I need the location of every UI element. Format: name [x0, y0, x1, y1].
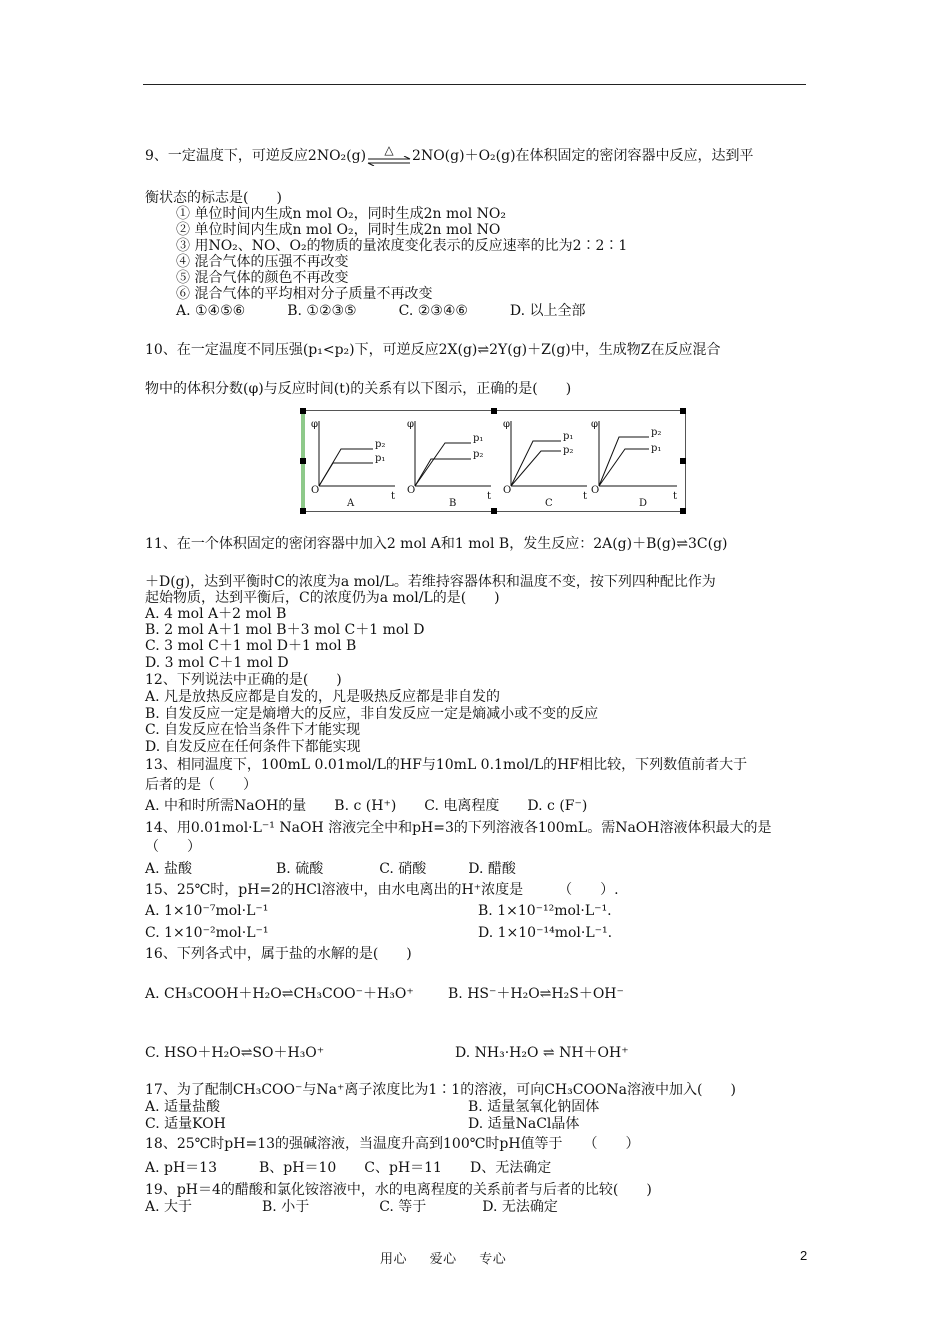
q9-item: ② 单位时间内生成n mol O₂，同时生成2n mol NO: [176, 222, 501, 238]
q9-item: ⑥ 混合气体的平均相对分子质量不再改变: [176, 286, 433, 302]
panel-b-label: B: [449, 498, 457, 509]
q17-option-c: C. 适量KOH: [145, 1116, 226, 1132]
q14-stem-cont: （ ）: [145, 839, 201, 855]
panel-a-bottom: p₁: [375, 453, 386, 464]
panel-d-label: D: [639, 498, 648, 509]
q9-stem-part: 2NO(g)＋O₂(g)在体积固定的密闭容器中反应，达到平: [412, 148, 754, 164]
panel-a-label: A: [347, 498, 355, 509]
q15-option-d: D. 1×10⁻¹⁴mol·L⁻¹.: [478, 925, 613, 941]
panel-d-bottom: p₁: [651, 443, 662, 454]
q11-stem-cont: 起始物质，达到平衡后，C的浓度仍为a mol/L的是( ): [145, 590, 500, 606]
panel-c-xlabel: t: [583, 491, 588, 502]
panel-b-origin: O: [407, 485, 416, 496]
q11-option: D. 3 mol C＋1 mol D: [145, 655, 289, 671]
q11-stem: 11、在一个体积固定的密闭容器中加入2 mol A和1 mol B，发生反应：2A(g)＋B(g)⇌3C(g): [145, 536, 728, 552]
q12-option: C. 自发反应在恰当条件下才能实现: [145, 722, 361, 738]
panel-a-ylabel: φ: [311, 419, 319, 430]
q14-stem: 14、用0.01mol·L⁻¹ NaOH 溶液完全中和pH=3的下列溶液各100mL。需NaOH溶液体积最大的是: [145, 820, 772, 836]
q16-option-a: A. CH₃COOH＋H₂O⇌CH₃COO⁻＋H₃O⁺: [145, 986, 414, 1002]
equilibrium-arrow-icon: [366, 143, 412, 164]
panel-c-origin: O: [503, 485, 512, 496]
q15-option-b: B. 1×10⁻¹²mol·L⁻¹.: [478, 903, 612, 919]
q12-stem: 12、下列说法中正确的是( ): [145, 672, 342, 688]
q19-options: A. 大于 B. 小于 C. 等于 D. 无法确定: [145, 1199, 558, 1215]
q12-option: D. 自发反应在任何条件下都能实现: [145, 739, 361, 755]
q10-figure: [302, 410, 686, 512]
q11-option: A. 4 mol A＋2 mol B: [145, 606, 287, 622]
q9-item: ③ 用NO₂、NO、O₂的物质的量浓度变化表示的反应速率的比为2∶2∶1: [176, 238, 628, 254]
panel-b-bottom: p₂: [473, 449, 484, 460]
q13-stem: 13、相同温度下，100mL 0.01mol/L的HF与10mL 0.1mol/L的HF相比较，下列数值前者大于: [145, 757, 748, 773]
q17-option-d: D. 适量NaCl晶体: [468, 1116, 580, 1132]
q9-stem-part: 9、一定温度下，可逆反应2NO₂(g): [145, 148, 367, 164]
q10-stem: 10、在一定温度不同压强(p₁<p₂)下，可逆反应2X(g)⇌2Y(g)＋Z(g)中，生成物Z在反应混合: [145, 342, 721, 358]
q12-option: A. 凡是放热反应都是自发的，凡是吸热反应都是非自发的: [145, 689, 501, 705]
q11-stem-cont: ＋D(g)，达到平衡时C的浓度为a mol/L。若维持容器体积和温度不变，按下列四种配比作为: [145, 574, 716, 590]
heat-label: △: [384, 143, 394, 157]
q16-option-c: C. HSO＋H₂O⇌SO＋H₃O⁺: [145, 1045, 325, 1061]
q9-stem: [145, 143, 754, 164]
q11-option: C. 3 mol C＋1 mol D＋1 mol B: [145, 638, 357, 654]
q15-option-a: A. 1×10⁻⁷mol·L⁻¹: [145, 903, 269, 919]
panel-b-xlabel: t: [487, 491, 492, 502]
panel-c-ylabel: φ: [503, 419, 511, 430]
q17-stem: 17、为了配制CH₃COO⁻与Na⁺离子浓度比为1∶1的溶液，可向CH₃COONa溶液中加入( ): [145, 1082, 736, 1098]
page-number: 2: [800, 1248, 808, 1263]
q18-options: A. pH＝13 B、pH＝10 C、pH＝11 D、无法确定: [145, 1160, 552, 1176]
q17-option-a: A. 适量盐酸: [145, 1099, 221, 1115]
panel-d-top: p₂: [651, 427, 662, 438]
q13-stem-cont: 后者的是（ ）: [145, 777, 257, 793]
panel-a: [311, 419, 395, 509]
q13-options: A. 中和时所需NaOH的量 B. c (H⁺) C. 电离程度 D. c (F⁻): [145, 798, 588, 814]
panel-c-top: p₁: [563, 431, 574, 442]
panel-c-label: C: [545, 498, 553, 509]
q11-option: B. 2 mol A＋1 mol B＋3 mol C＋1 mol D: [145, 622, 425, 638]
q18-stem: 18、25℃时pH=13的强碱溶液，当温度升高到100℃时pH值等于 （ ）: [145, 1136, 640, 1152]
q9-stem-cont: 衡状态的标志是( ): [145, 190, 282, 206]
q15-option-c: C. 1×10⁻²mol·L⁻¹: [145, 925, 269, 941]
q12-option: B. 自发反应一定是熵增大的反应，非自发反应一定是熵减小或不变的反应: [145, 706, 599, 722]
q16-option-b: B. HS⁻＋H₂O⇌H₂S＋OH⁻: [448, 986, 624, 1002]
q9-item: ④ 混合气体的压强不再改变: [176, 254, 349, 270]
q9-options: A. ①④⑤⑥ B. ①②③⑤ C. ②③④⑥ D. 以上全部: [176, 303, 586, 319]
q15-stem: 15、25℃时，pH=2的HCl溶液中，由水电离出的H⁺浓度是 （ ）.: [145, 882, 619, 898]
panel-d: [591, 419, 677, 509]
panel-b-top: p₁: [473, 433, 484, 444]
header-rule: [143, 84, 806, 85]
q14-options: A. 盐酸 B. 硫酸 C. 硝酸 D. 醋酸: [145, 861, 516, 877]
q16-stem: 16、下列各式中，属于盐的水解的是( ): [145, 946, 412, 962]
panel-c: [503, 419, 587, 509]
q9-item: ① 单位时间内生成n mol O₂，同时生成2n mol NO₂: [176, 206, 506, 222]
footer-motto: 用心 爱心 专心: [380, 1252, 507, 1267]
panel-c-bottom: p₂: [563, 445, 574, 456]
panel-a-top: p₂: [375, 439, 386, 450]
q10-stem-cont: 物中的体积分数(φ)与反应时间(t)的关系有以下图示，正确的是( ): [145, 381, 572, 397]
panel-b: [407, 419, 491, 509]
panel-b-ylabel: φ: [407, 419, 415, 430]
panel-d-origin: O: [591, 485, 600, 496]
q16-option-d: D. NH₃·H₂O ⇌ NH＋OH⁺: [455, 1045, 629, 1061]
q17-option-b: B. 适量氢氧化钠固体: [468, 1099, 600, 1115]
panel-d-ylabel: φ: [591, 419, 599, 430]
figure-graphs: [303, 411, 685, 511]
panel-a-origin: O: [311, 485, 320, 496]
panel-d-xlabel: t: [673, 491, 678, 502]
q19-stem: 19、pH＝4的醋酸和氯化铵溶液中，水的电离程度的关系前者与后者的比较( ): [145, 1182, 652, 1198]
panel-a-xlabel: t: [391, 491, 396, 502]
q9-item: ⑤ 混合气体的颜色不再改变: [176, 270, 349, 286]
